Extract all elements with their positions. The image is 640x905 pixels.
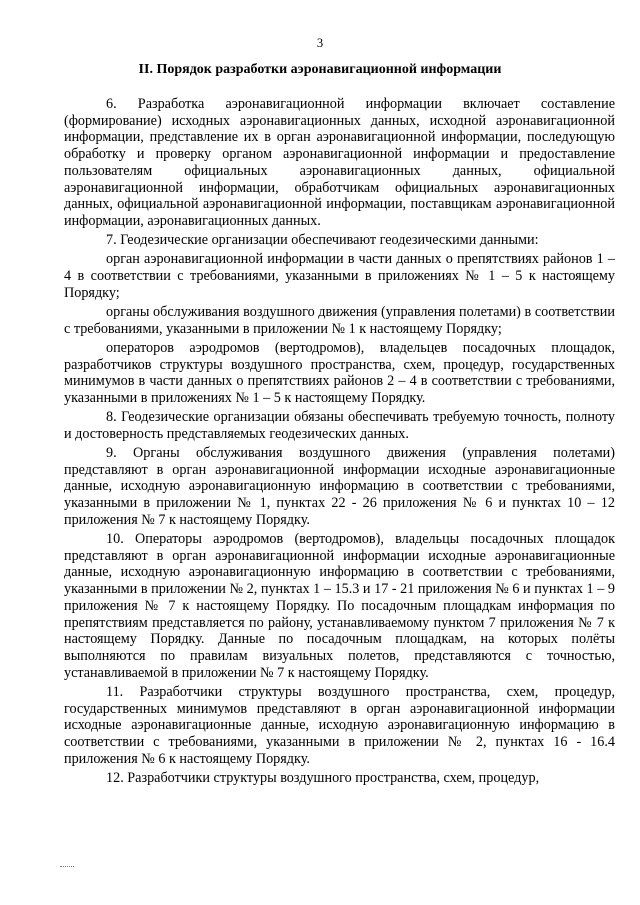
- scan-artifact: [60, 866, 74, 870]
- paragraph-9: 9. Органы обслуживания воздушного движения (управления полетами) представляют в орган аэронавигационной информации исходные аэронавигационные данные, исходную аэронавигационную информацию в соответствии с требованиями, указанными в приложении № 1, пунктах 22 - 26 приложения № 6 и пунктах 10 – 12 приложения № 7 к настоящему Порядку.: [64, 445, 615, 528]
- paragraph-6: 6. Разработка аэронавигационной информации включает составление (формирование) исходных аэронавигационных данных, исходной аэронавигационной информации, представление их в орган аэронавигационной информации, последующую обработку и проверку органом аэронавигационной информации и предоставление пользователям официальных аэронавигационных данных, официальной аэронавигационной информации, обработчикам официальных аэронавигационных данных, официальной аэронавигационной информации, поставщикам аэронавигационной информации, аэронавигационных данных.: [64, 96, 615, 229]
- paragraph-11: 11. Разработчики структуры воздушного пространства, схем, процедур, государственных минимумов представляют в орган аэронавигационной информации исходные аэронавигационные данные, исходную аэронавигационную информацию в соответствии с требованиями, указанными в приложении № 2, пунктах 16 - 16.4 приложения № 6 к настоящему Порядку.: [64, 683, 615, 767]
- paragraph-7-item-2: органы обслуживания воздушного движения (управления полетами) в соответствии с требованиями, указанными в приложении № 1 к настоящему Порядку;: [64, 303, 615, 337]
- paragraph-7-item-1: орган аэронавигационной информации в части данных о препятствиях районов 1 – 4 в соответствии с требованиями, указанными в приложениях № 1 – 5 к настоящему Порядку;: [64, 251, 615, 301]
- paragraph-7-item-3: операторов аэродромов (вертодромов), владельцев посадочных площадок, разработчиков структуры воздушного пространства, схем, процедур, государственных минимумов в части данных о препятствиях районов 2 – 4 в соответствии с требованиями, указанными в приложениях № 1 – 5 к настоящему Порядку.: [64, 339, 615, 406]
- paragraph-10: 10. Операторы аэродромов (вертодромов), владельцы посадочных площадок представляют в орган аэронавигационной информации исходные аэронавигационные данные, исходную аэронавигационную информацию в соответствии с требованиями, указанными в приложении № 2, пунктах 1 – 15.3 и 17 - 21 приложения № 6 и пунктах 1 – 9 приложения № 7 к настоящему Порядку. По посадочным площадкам информация по препятствиям представляется по району, устанавливаемому пунктом 7 приложения № 7 к настоящему Порядку. Данные по посадочным площадкам, на которых полёты выполняются по правилам визуальных полетов, представляются с точностью, устанавливаемой в приложении № 7 к настоящему Порядку.: [64, 531, 615, 681]
- section-title: II. Порядок разработки аэронавигационной информации: [138, 62, 502, 77]
- paragraph-8: 8. Геодезические организации обязаны обеспечивать требуемую точность, полноту и достоверность представляемых геодезических данных.: [64, 409, 615, 442]
- page-number: 3: [316, 36, 324, 50]
- paragraph-12: 12. Разработчики структуры воздушного пространства, схем, процедур,: [106, 769, 540, 786]
- document-body: [64, 96, 615, 787]
- paragraph-7: 7. Геодезические организации обеспечивают геодезическими данными:: [106, 232, 539, 249]
